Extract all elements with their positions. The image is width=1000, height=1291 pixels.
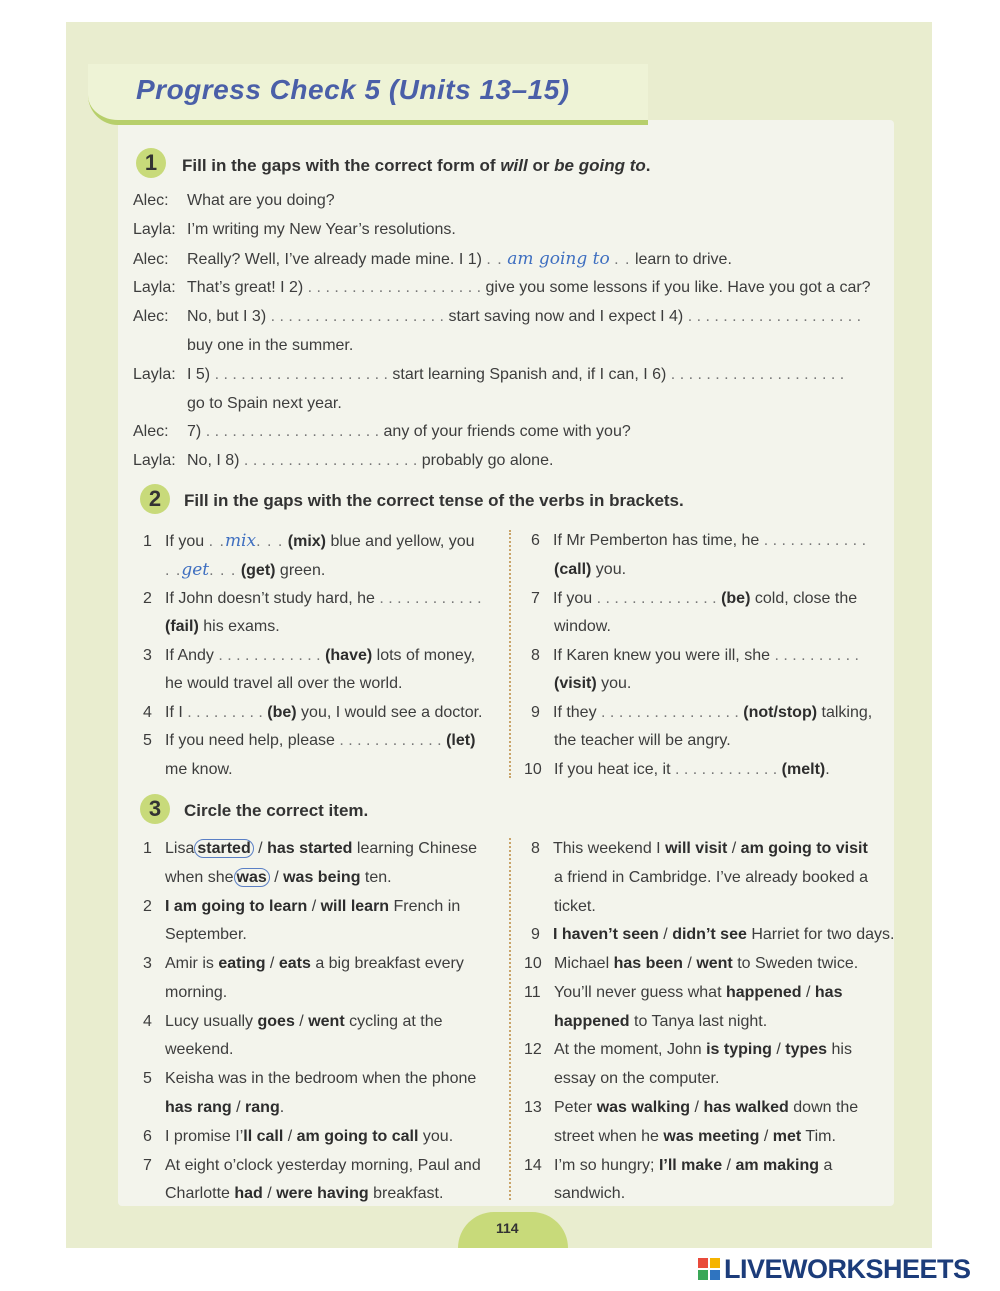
exercise-2-item: 8 If Karen knew you were ill, she . . . . . . . . . . — [531, 647, 859, 664]
option[interactable]: has been — [613, 955, 683, 972]
exercise-2-item: 6 If Mr Pemberton has time, he . . . . . . . . . . . . — [531, 532, 867, 549]
exercise-3-item: 11 You’ll never guess what happened / has — [524, 984, 843, 1001]
gap-input[interactable]: . . . . . . . . . . . . — [379, 590, 482, 607]
option[interactable]: met — [772, 1128, 802, 1145]
gap-3-input[interactable]: . . . . . . . . . . . . . . . . . . . . — [270, 308, 444, 325]
option[interactable]: types — [785, 1041, 828, 1058]
exercise-3-item: 14 I’m so hungry; I’ll make / am making a — [524, 1157, 833, 1174]
option-started[interactable]: started — [194, 839, 253, 858]
gap-input[interactable]: . . . . . . . . . . . . . . . . — [601, 704, 739, 721]
dialogue-line: buy one in the summer. — [187, 337, 354, 354]
option[interactable]: goes — [257, 1013, 295, 1030]
dialogue-line: Alec: No, but I 3) . . . . . . . . . . . . . . . . . . . . start saving now and I expect I 4) . . . . . . . . . . . . . . . . . . . . — [133, 308, 862, 325]
option[interactable]: has walked — [703, 1099, 789, 1116]
page-title: Progress Check 5 (Units 13–15) — [136, 74, 570, 105]
exercise-2-heading: Fill in the gaps with the correct tense of the verbs in brackets. — [184, 491, 684, 510]
gap-8-input[interactable]: . . . . . . . . . . . . . . . . . . . . — [243, 452, 418, 469]
option[interactable]: were having — [276, 1185, 369, 1202]
exercise-2-item: me know. — [165, 761, 233, 778]
answer-get-input[interactable]: get — [181, 560, 210, 580]
exercise-3-item: 1 Lisa started / has started learning Chinese — [143, 840, 477, 857]
gap-input[interactable]: . . . . . . . . . . . . — [763, 532, 867, 549]
option[interactable]: eating — [218, 955, 266, 972]
gap-input[interactable]: . . . . . . . . . . . . . . — [596, 590, 717, 607]
exercise-3-item: weekend. — [165, 1041, 234, 1058]
option[interactable]: went — [308, 1013, 345, 1030]
exercise-2-item: window. — [554, 618, 611, 635]
logo-squares-icon — [698, 1258, 720, 1280]
exercise-1-number: 1 — [136, 148, 166, 178]
exercise-2-item: 1 If you . .mix. . . (mix) blue and yellow, you — [143, 531, 475, 551]
exercise-3-item: 2 I am going to learn / will learn French in — [143, 898, 461, 915]
gap-input[interactable]: . . . . . . . . . . — [774, 647, 859, 664]
option[interactable]: I’ll make — [658, 1157, 723, 1174]
exercise-3-item: 13 Peter was walking / has walked down the — [524, 1099, 859, 1116]
exercise-3-item: Charlotte had / were having breakfast. — [165, 1185, 444, 1202]
gap-input[interactable]: . . . . . . . . . . . . — [218, 647, 321, 664]
option[interactable]: will visit — [665, 840, 728, 857]
exercise-3-item: street when he was meeting / met Tim. — [554, 1128, 836, 1145]
gap-2-input[interactable]: . . . . . . . . . . . . . . . . . . . . — [307, 279, 482, 296]
exercise-3-item: 7 At eight o’clock yesterday morning, Paul and — [143, 1157, 481, 1174]
option[interactable]: had — [234, 1185, 263, 1202]
dialogue-line: Alec: What are you doing? — [133, 192, 335, 209]
exercise-3-item: morning. — [165, 984, 228, 1001]
dialogue-line: Layla: That’s great! I 2) . . . . . . . . . . . . . . . . . . . . give you some lessons if you like. Have you got a car? — [133, 279, 871, 296]
gap-input[interactable]: . . . . . . . . . . . . — [674, 761, 778, 778]
brand-name: LIVEWORKSHEETS — [724, 1254, 971, 1284]
exercise-3-item: 6 I promise I’ll call / am going to call you. — [143, 1128, 454, 1145]
exercise-2-item: (call) you. — [554, 561, 627, 578]
gap-5-input[interactable]: . . . . . . . . . . . . . . . . . . . . — [214, 366, 388, 383]
exercise-3-item: 9 I haven’t seen / didn’t see Harriet for two days. — [531, 926, 895, 943]
gap-6-input[interactable]: . . . . . . . . . . . . . . . . . . . . — [670, 366, 845, 383]
option[interactable]: is typing — [706, 1041, 772, 1058]
exercise-2-item: 9 If they . . . . . . . . . . . . . . . . (not/stop) talking, — [531, 704, 873, 721]
exercise-2-item: 3 If Andy . . . . . . . . . . . . (have) lots of money, — [143, 647, 476, 664]
column-divider — [509, 530, 511, 778]
option[interactable]: I am going to learn — [165, 898, 308, 915]
exercise-3-item: a friend in Cambridge. I’ve already booked a — [554, 869, 868, 886]
option[interactable]: has rang — [165, 1099, 232, 1116]
exercise-3-item: 12 At the moment, John is typing / types his — [524, 1041, 852, 1058]
exercise-3-item: when she was / was being ten. — [165, 869, 392, 886]
exercise-3-item: has rang / rang. — [165, 1099, 285, 1116]
exercise-2-item: 7 If you . . . . . . . . . . . . . . (be) cold, close the — [531, 590, 858, 607]
page-number: 114 — [496, 1220, 519, 1236]
exercise-3-item: sandwich. — [554, 1185, 626, 1202]
exercise-3-heading: Circle the correct item. — [184, 801, 369, 820]
exercise-2-item: (fail) his exams. — [165, 618, 280, 635]
option[interactable]: am going to call — [296, 1128, 419, 1145]
exercise-3-item: ticket. — [554, 898, 596, 915]
exercise-1-heading: Fill in the gaps with the correct form of will or be going to. — [182, 156, 651, 175]
exercise-3-item: essay on the computer. — [554, 1070, 720, 1087]
option-was[interactable]: was — [234, 868, 270, 887]
exercise-3-item: September. — [165, 926, 247, 943]
option[interactable]: am making — [735, 1157, 820, 1174]
option[interactable]: happened — [725, 984, 802, 1001]
exercise-2-item: 4 If I . . . . . . . . . (be) you, I would see a doctor. — [143, 704, 483, 721]
dialogue-line: Layla: No, I 8) . . . . . . . . . . . . . . . . . . . . probably go alone. — [133, 452, 554, 469]
answer-1-input[interactable]: am going to — [507, 249, 610, 269]
dialogue-line: go to Spain next year. — [187, 395, 342, 412]
option[interactable]: rang — [245, 1099, 280, 1116]
option[interactable]: eats — [278, 955, 311, 972]
exercise-2-item: 5 If you need help, please . . . . . . . . . . . . (let) — [143, 732, 476, 749]
gap-4-input[interactable]: . . . . . . . . . . . . . . . . . . . . — [687, 308, 862, 325]
option[interactable]: has — [814, 984, 843, 1001]
dialogue-line: Alec: 7) . . . . . . . . . . . . . . . . . . . . any of your friends come with you? — [133, 423, 631, 440]
gap-input[interactable]: . . . . . . . . . . . . — [339, 732, 442, 749]
option[interactable]: am going to visit — [740, 840, 868, 857]
exercise-3-item: 4 Lucy usually goes / went cycling at the — [143, 1013, 443, 1030]
gap-input[interactable]: . . . . . . . . . — [187, 704, 263, 721]
exercise-2-item: he would travel all over the world. — [165, 675, 403, 692]
option-was-being[interactable]: was being — [283, 869, 361, 886]
option[interactable]: was walking — [596, 1099, 691, 1116]
exercise-2-item: 2 If John doesn’t study hard, he . . . . . . . . . . . . — [143, 590, 482, 607]
answer-mix-input[interactable]: mix — [224, 531, 257, 551]
column-divider — [509, 838, 511, 1200]
exercise-2-item: (visit) you. — [554, 675, 632, 692]
exercise-2-number: 2 — [140, 484, 170, 514]
option[interactable]: ll call — [243, 1128, 284, 1145]
option[interactable]: went — [696, 955, 733, 972]
option[interactable]: I haven’t seen — [553, 926, 659, 943]
exercise-2-item: the teacher will be angry. — [554, 732, 731, 749]
exercise-3-item: happened to Tanya last night. — [554, 1013, 768, 1030]
option[interactable]: was meeting — [663, 1128, 760, 1145]
exercise-3-item: 10 Michael has been / went to Sweden twice. — [524, 955, 859, 972]
exercise-3-number: 3 — [140, 794, 170, 824]
exercise-3-item: 5 Keisha was in the bedroom when the phone — [143, 1070, 477, 1087]
exercise-3-item: 8 This weekend I will visit / am going to visit — [531, 840, 868, 857]
option-has-started[interactable]: has started — [267, 840, 353, 857]
exercise-2-item: 10 If you heat ice, it . . . . . . . . . . . . (melt). — [524, 761, 830, 778]
gap-7-input[interactable]: . . . . . . . . . . . . . . . . . . . . — [205, 423, 380, 440]
exercise-3-item: 3 Amir is eating / eats a big breakfast every — [143, 955, 464, 972]
exercise-2-item: . .get. . . (get) green. — [165, 560, 326, 580]
option[interactable]: will learn — [320, 898, 390, 915]
dialogue-line: Alec: Really? Well, I’ve already made mine. I 1) . . am going to . . learn to drive. — [133, 249, 732, 269]
dialogue-line: Layla: I 5) . . . . . . . . . . . . . . . . . . . . start learning Spanish and, if I can, I 6) . . . . . . . . . . . . . . . . . . . . — [133, 366, 845, 383]
option[interactable]: didn’t see — [672, 926, 747, 943]
dialogue-line: Layla: I’m writing my New Year’s resolutions. — [133, 221, 456, 238]
